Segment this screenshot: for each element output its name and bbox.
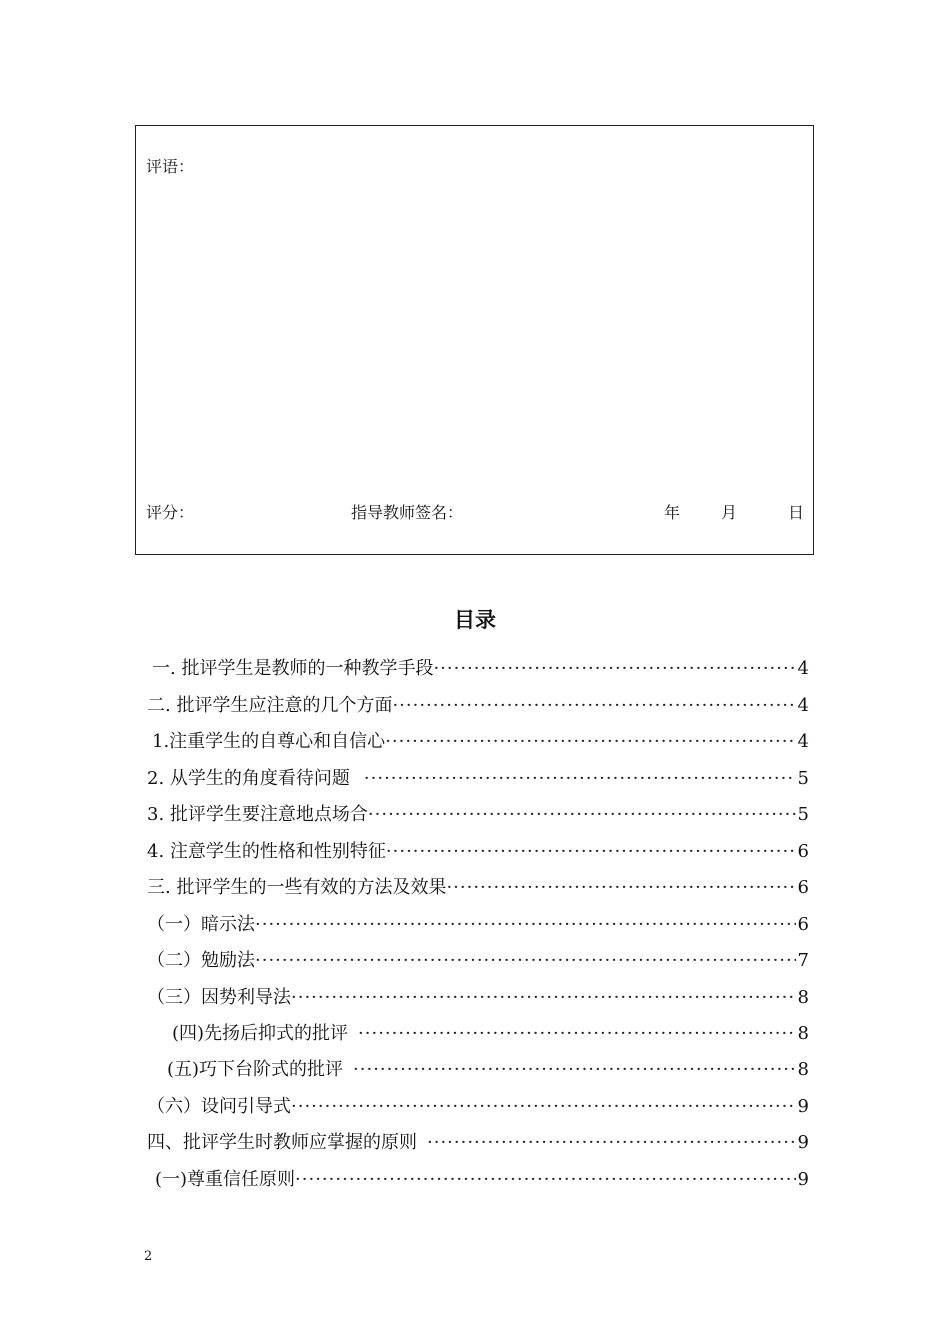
toc-entry-page: 8 bbox=[797, 1023, 809, 1044]
page-number: 2 bbox=[144, 1249, 153, 1264]
toc-leader bbox=[291, 1094, 796, 1120]
score-label: 评分： bbox=[146, 503, 195, 522]
toc-leader bbox=[446, 875, 795, 901]
toc-entry-text: （一）暗示法 bbox=[147, 914, 255, 935]
toc-leader bbox=[255, 912, 796, 938]
toc-entry-page: 9 bbox=[797, 1169, 809, 1190]
toc-leader bbox=[255, 948, 796, 974]
toc-entry-text: 4. 注意学生的性格和性别特征 bbox=[147, 841, 386, 862]
toc-entry-page: 6 bbox=[797, 914, 809, 935]
toc-entry-text: 一. 批评学生是教师的一种教学手段 bbox=[152, 658, 434, 679]
toc-entry-page: 8 bbox=[797, 1059, 809, 1080]
toc-entry[interactable] bbox=[147, 839, 809, 865]
toc-entry-text: （二）勉励法 bbox=[147, 950, 255, 971]
toc-entry-text: （六）设问引导式 bbox=[147, 1096, 291, 1117]
toc-entry[interactable] bbox=[147, 985, 809, 1011]
signature-label: 指导教师签名： bbox=[351, 503, 464, 522]
toc-entry-text: (五)巧下台阶式的批评 bbox=[167, 1059, 344, 1080]
evaluation-box bbox=[135, 125, 814, 555]
toc-entry-page: 4 bbox=[797, 695, 809, 716]
toc-leader bbox=[433, 656, 795, 682]
toc-leader bbox=[386, 839, 796, 865]
comment-label: 评语： bbox=[146, 157, 195, 176]
toc-entry-text: 3. 批评学生要注意地点场合 bbox=[147, 804, 368, 825]
toc-entry-page: 4 bbox=[797, 658, 809, 679]
toc-entry-text: 1.注重学生的自尊心和自信心 bbox=[152, 731, 386, 752]
toc-entry-page: 9 bbox=[797, 1132, 809, 1153]
toc-leader bbox=[392, 693, 795, 719]
toc-entry-page: 7 bbox=[797, 950, 809, 971]
toc-entry[interactable] bbox=[147, 912, 809, 938]
toc-leader bbox=[343, 1057, 796, 1083]
toc-entry[interactable] bbox=[147, 802, 809, 828]
toc-leader bbox=[417, 1130, 796, 1156]
toc-entry-text: 四、批评学生时教师应掌握的原则 bbox=[147, 1132, 417, 1153]
toc-entry[interactable] bbox=[147, 948, 809, 974]
toc-leader bbox=[348, 1021, 796, 1047]
toc-entry[interactable] bbox=[147, 875, 809, 901]
toc-entry-text: 2. 从学生的角度看待问题 bbox=[147, 768, 350, 789]
toc-entry[interactable] bbox=[155, 1167, 809, 1193]
toc-entry-text: （三）因势利导法 bbox=[147, 987, 291, 1008]
toc-entry[interactable] bbox=[147, 1130, 809, 1156]
toc-entry-page: 4 bbox=[797, 731, 809, 752]
toc-entry-page: 6 bbox=[797, 877, 809, 898]
toc-entry-page: 9 bbox=[797, 1096, 809, 1117]
day-label: 日 bbox=[788, 503, 805, 522]
toc-entry-text: 二. 批评学生应注意的几个方面 bbox=[147, 695, 393, 716]
toc-leader bbox=[368, 802, 796, 828]
toc-entry[interactable] bbox=[147, 766, 809, 792]
toc-entry[interactable] bbox=[147, 1094, 809, 1120]
toc-entry-text: (一)尊重信任原则 bbox=[155, 1169, 296, 1190]
toc-entry-text: (四)先扬后抑式的批评 bbox=[172, 1023, 349, 1044]
toc-entry-page: 8 bbox=[797, 987, 809, 1008]
toc-entry[interactable] bbox=[147, 693, 809, 719]
year-label: 年 bbox=[664, 503, 681, 522]
toc-entry-page: 6 bbox=[797, 841, 809, 862]
toc-entry[interactable] bbox=[152, 729, 809, 755]
toc-entry[interactable] bbox=[172, 1021, 809, 1047]
toc-leader bbox=[295, 1167, 796, 1193]
toc-entry-page: 5 bbox=[797, 804, 809, 825]
month-label: 月 bbox=[721, 503, 738, 522]
toc-leader bbox=[291, 985, 796, 1011]
toc-leader bbox=[385, 729, 795, 755]
toc-entry[interactable] bbox=[152, 656, 809, 682]
toc-title: 目录 bbox=[454, 608, 496, 632]
toc-leader bbox=[350, 766, 796, 792]
toc-entry[interactable] bbox=[167, 1057, 809, 1083]
toc-entry-text: 三. 批评学生的一些有效的方法及效果 bbox=[147, 877, 447, 898]
toc-entry-page: 5 bbox=[797, 768, 809, 789]
